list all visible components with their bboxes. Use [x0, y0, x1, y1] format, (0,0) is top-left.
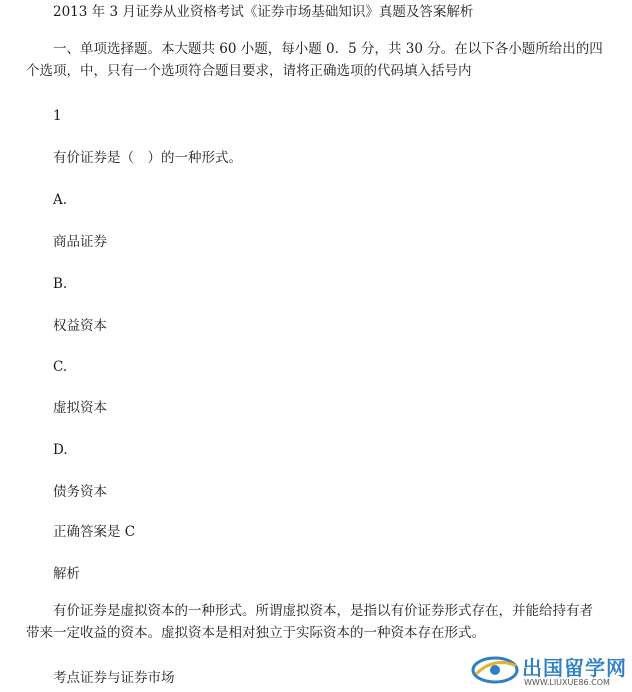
watermark-name: 出国留学网: [522, 656, 627, 680]
doc-title: 2013 年 3 月证券从业资格考试《证券市场基础知识》真题及答案解析: [53, 4, 474, 20]
globe-icon: [470, 648, 520, 692]
option-c-letter: C.: [53, 359, 68, 375]
option-d-text: 债务资本: [53, 484, 107, 500]
option-c-text: 虚拟资本: [53, 400, 107, 416]
option-b-text: 权益资本: [53, 318, 107, 334]
watermark-logo: [470, 648, 630, 692]
question-number: 1: [53, 108, 62, 124]
topic-text: 考点证券与证券市场: [53, 670, 175, 686]
analysis-paragraph: 有价证券是虚拟资本的一种形式。所谓虚拟资本，是指以有价证券形式存在，并能给持有者带来一定收益的资本。虚拟资本是相对独立于实际资本的一种资本存在形式。: [26, 603, 593, 641]
answer-text: 正确答案是 C: [53, 524, 136, 540]
watermark-url: WWW.LIUXUE86.COM: [524, 678, 610, 687]
option-b-letter: B.: [53, 276, 68, 292]
option-a-text: 商品证券: [53, 234, 107, 250]
analysis-heading: 解析: [53, 566, 80, 582]
instruction-paragraph: 一、单项选择题。本大题共 60 小题，每小题 0．5 分，共 30 分。在以下各小题所给出的四个选项，中，只有一个选项符合题目要求，请将正确选项的代码填入括号内: [26, 41, 603, 79]
option-d-letter: D.: [53, 442, 68, 458]
question-text: 有价证券是（ ）的一种形式。: [53, 150, 242, 166]
option-a-letter: A.: [53, 192, 68, 208]
